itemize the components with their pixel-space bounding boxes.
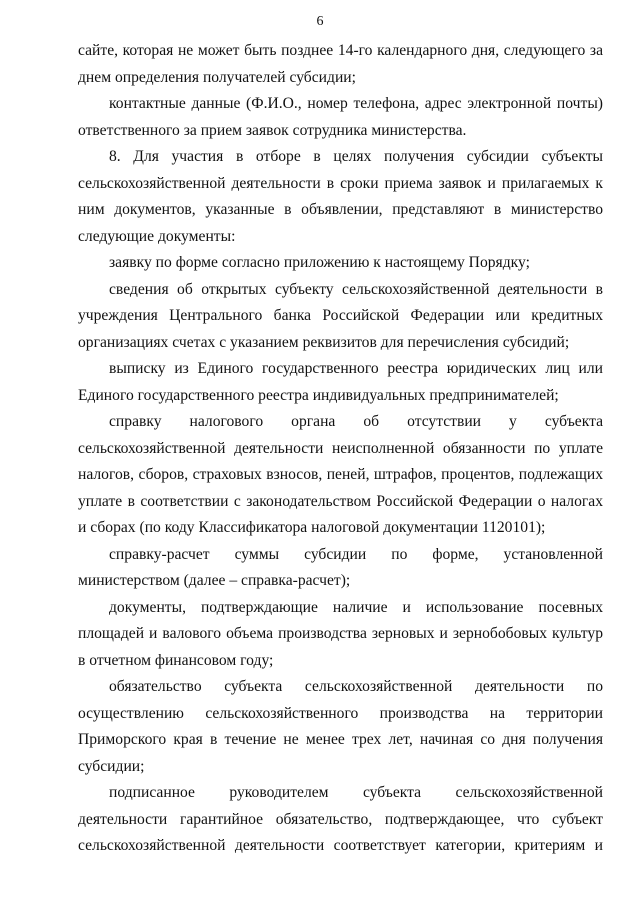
paragraph-contact-details: контактные данные (Ф.И.О., номер телефона, адрес электронной почты) ответственного за прием заявок сотрудника министерства. (78, 95, 603, 139)
list-item-subsidy-calculation: справку-расчет суммы субсидии по форме, установленной министерством (далее – справка-расчет); (78, 545, 603, 589)
list-item-bank-accounts: сведения об открытых субъекту сельскохозяйственной деятельности в учреждения Центрального банка Российской Федерации или кредитных организациях счетах с указанием реквизитов для перечисления субсидий; (78, 280, 603, 351)
list-item-application: заявку по форме согласно приложению к настоящему Порядку; (109, 254, 530, 271)
document-body (78, 38, 603, 860)
paragraph-clause-8: 8. Для участия в отборе в целях получения субсидии субъекты сельскохозяйственной деятельности в сроки приема заявок и прилагаемых к ним документов, указанные в объявлении, представляют в министерство следующие документы: (78, 148, 603, 245)
paragraph-announcement-deadline: сайте, которая не может быть позднее 14-го календарного дня, следующего за днем определения получателей субсидии; (78, 42, 603, 86)
page-number: 6 (316, 14, 324, 29)
list-item-guarantee-obligation: подписанное руководителем субъекта сельскохозяйственной деятельности гарантийное обязательство, подтверждающее, что субъект сельскохозяйственной деятельности соответствует категории, критериям и (78, 784, 603, 854)
list-item-production-obligation: обязательство субъекта сельскохозяйственной деятельности по осуществлению сельскохозяйственного производства на территории Приморского края в течение не менее трех лет, начиная со дня получения субсидии; (78, 678, 603, 775)
list-item-tax-certificate: справку налогового органа об отсутствии у субъекта сельскохозяйственной деятельности неисполненной обязанности по уплате налогов, сборов, страховых взносов, пеней, штрафов, процентов, подлежащих уплате в соответствии с законодательством Российской Федерации о налогах и сборах (по коду Классификатора налоговой документации 1120101); (78, 413, 603, 536)
list-item-registry-extract: выписку из Единого государственного реестра юридических лиц или Единого государственного реестра индивидуальных предпринимателей; (78, 360, 603, 404)
list-item-crop-documents: документы, подтверждающие наличие и использование посевных площадей и валового объема производства зерновых и зернобобовых культур в отчетном финансовом году; (78, 598, 603, 669)
